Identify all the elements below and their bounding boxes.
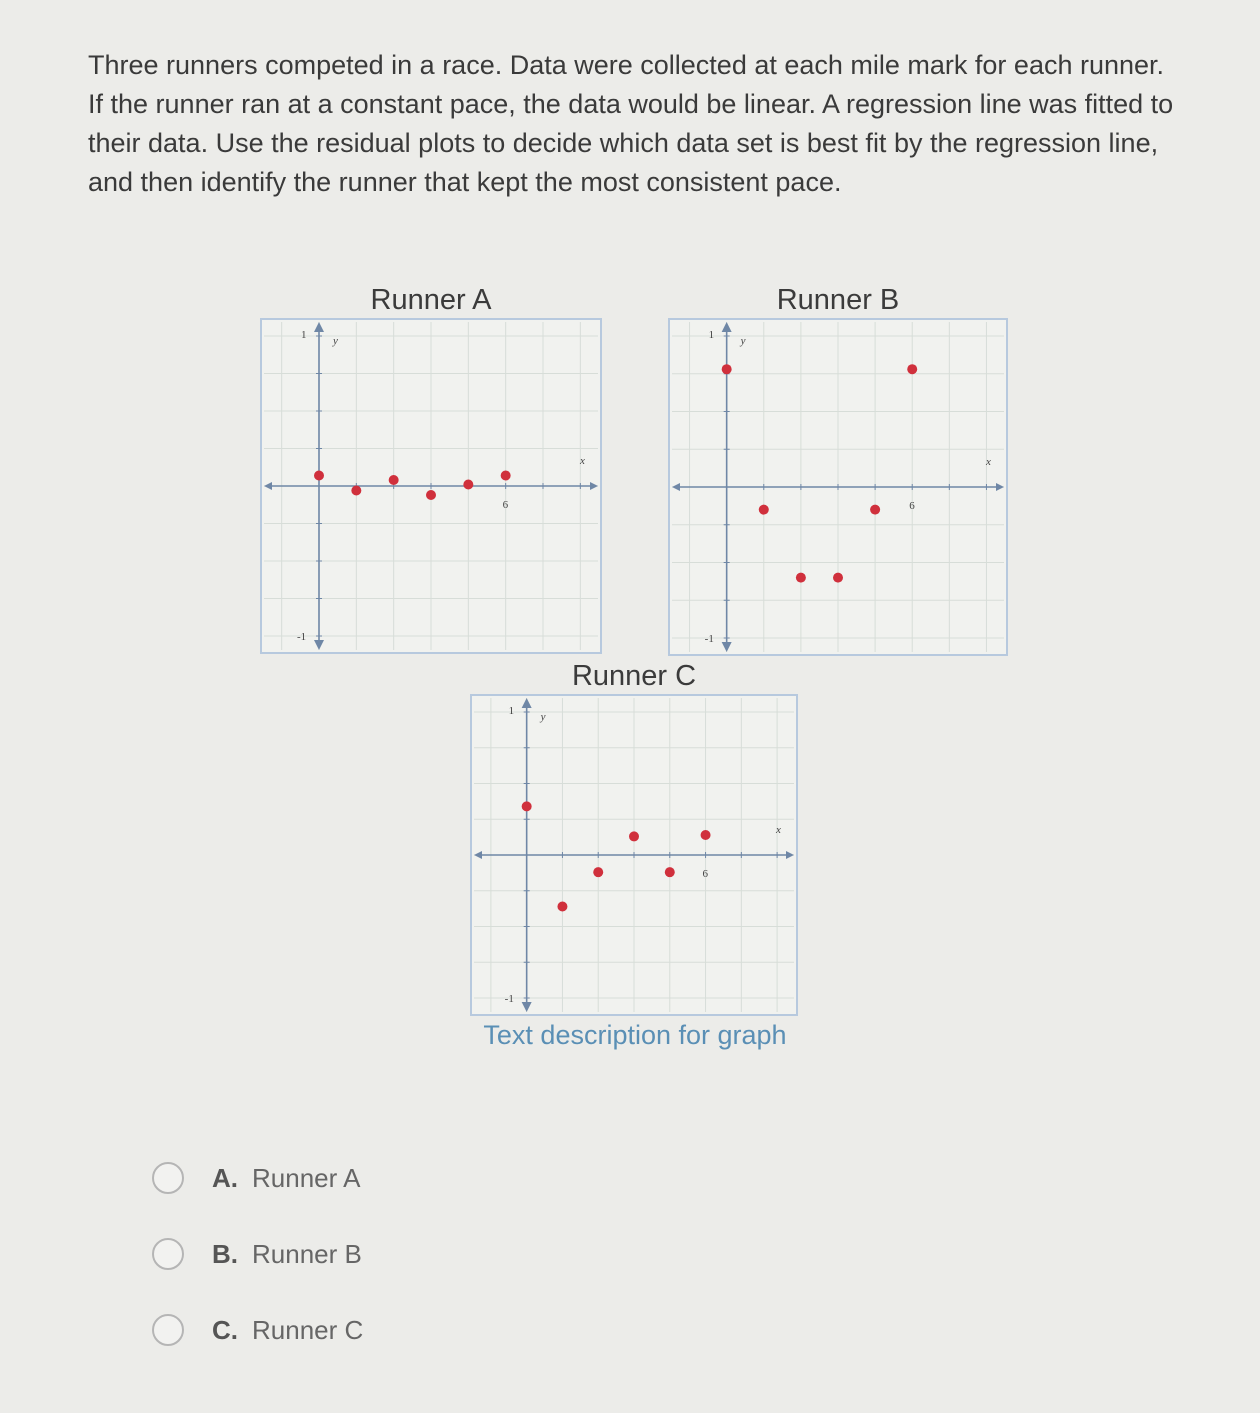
answer-choices — [152, 1158, 363, 1386]
y-axis-label: y — [333, 335, 338, 347]
radio-button[interactable] — [152, 1162, 184, 1194]
data-point — [833, 573, 843, 583]
x-tick-label: 6 — [502, 499, 509, 511]
chart-title: Runner C — [571, 660, 697, 692]
data-point — [557, 901, 567, 911]
choice-label: Runner A — [252, 1162, 361, 1193]
text-description-link[interactable]: Text description for graph — [483, 1020, 787, 1050]
chart-runner-c — [470, 658, 798, 1016]
question-text: Three runners competed in a race. Data were collected at each mile mark for each runner. If the runner ran at a constant pace, the data would be linear. A regression line was fitted to their data. Use the residual plots to decide which data set is best fit by the regression line, and then identify the runner that kept the most consistent pace. — [88, 50, 1174, 197]
x-axis-label: x — [776, 824, 781, 836]
x-tick-label: 6 — [702, 868, 709, 880]
choice-label: Runner B — [252, 1238, 362, 1269]
choice-c[interactable] — [152, 1310, 363, 1350]
residual-plot — [668, 318, 1008, 656]
x-axis-label: x — [580, 455, 585, 467]
data-point — [870, 505, 880, 515]
chart-runner-a — [260, 282, 602, 654]
radio-button[interactable] — [152, 1314, 184, 1346]
choice-letter: B. — [212, 1238, 238, 1269]
data-point — [907, 364, 917, 374]
data-point — [722, 364, 732, 374]
x-tick-label: 6 — [909, 500, 915, 512]
y-tick-label: -1 — [297, 631, 307, 643]
y-tick-label: 1 — [508, 705, 515, 717]
y-axis-label: y — [540, 711, 546, 723]
chart-title: Runner A — [370, 284, 492, 316]
choice-a[interactable] — [152, 1158, 363, 1198]
choice-b[interactable] — [152, 1234, 363, 1274]
chart-runner-b — [668, 282, 1008, 656]
data-point — [759, 505, 769, 515]
radio-button[interactable] — [152, 1238, 184, 1270]
choice-letter: A. — [212, 1162, 238, 1193]
y-tick-label: -1 — [504, 993, 514, 1005]
x-axis-label: x — [986, 456, 991, 468]
data-point — [593, 867, 603, 877]
data-point — [629, 831, 639, 841]
data-point — [665, 867, 675, 877]
choice-label: Runner C — [252, 1314, 364, 1345]
data-point — [701, 830, 711, 840]
choice-letter: C. — [212, 1314, 238, 1345]
y-axis-label: y — [740, 335, 746, 347]
data-point — [501, 471, 511, 481]
chart-title: Runner B — [776, 284, 900, 316]
y-tick-label: 1 — [708, 329, 715, 341]
data-point — [522, 801, 532, 811]
data-point — [426, 490, 436, 500]
data-point — [314, 471, 324, 481]
data-point — [389, 475, 399, 485]
data-point — [351, 486, 361, 496]
data-point — [796, 573, 806, 583]
y-tick-label: -1 — [704, 633, 714, 645]
y-tick-label: 1 — [301, 329, 307, 341]
residual-plot — [470, 694, 798, 1016]
residual-plot — [260, 318, 602, 654]
data-point — [463, 480, 473, 490]
